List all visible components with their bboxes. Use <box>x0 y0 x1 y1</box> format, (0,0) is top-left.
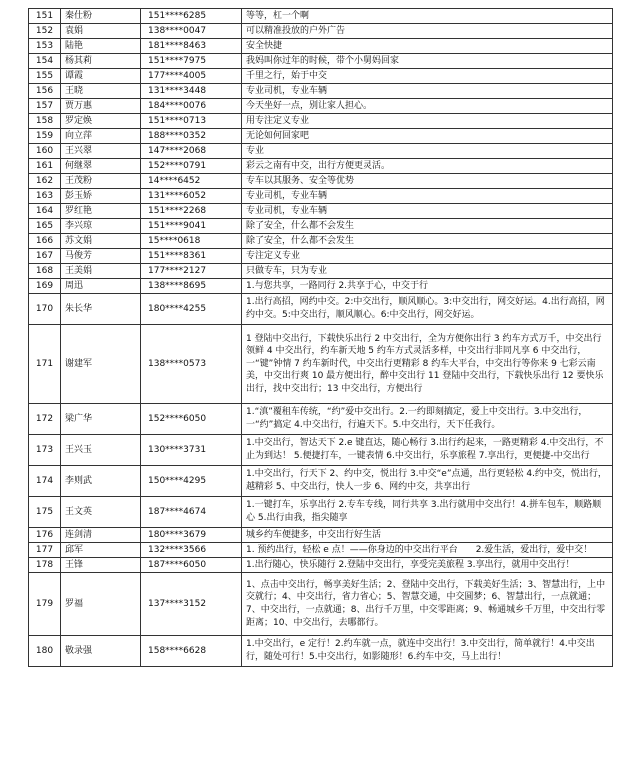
row-name: 秦仕粉 <box>61 9 141 24</box>
row-slogan: 等等，杠一个啊 <box>242 9 613 24</box>
table-row <box>29 543 613 558</box>
table-row <box>29 39 613 54</box>
table-row <box>29 528 613 543</box>
table-row <box>29 84 613 99</box>
row-name: 梁广华 <box>61 404 141 435</box>
table-row <box>29 573 613 636</box>
row-name: 王晓 <box>61 84 141 99</box>
row-phone: 15****0618 <box>141 234 242 249</box>
row-name: 彭玉娇 <box>61 189 141 204</box>
row-name: 罗红艳 <box>61 204 141 219</box>
row-slogan: 1.中交出行，e 定行！2.约车就一点，就连中交出行！3.中交出行，简单就行！4.中交出行，随处可行！5.中交出行，如影随形！6.约车中交，马上出行！ <box>242 636 613 667</box>
row-number: 168 <box>29 264 61 279</box>
row-phone: 180****3679 <box>141 528 242 543</box>
row-phone: 181****8463 <box>141 39 242 54</box>
row-number: 160 <box>29 144 61 159</box>
row-number: 165 <box>29 219 61 234</box>
table-row <box>29 264 613 279</box>
row-slogan: 1.中交出行，智达天下 2.e 键直达，随心畅行 3.出行约起来，一路更精彩 4.中交出行，不止为到达！ 5.便捷打车，一键表情 6.中交出行，乐享旅程 7.享出行，更便捷-中交出行 <box>242 435 613 466</box>
row-phone: 152****6050 <box>141 404 242 435</box>
row-name: 罗福 <box>61 573 141 636</box>
row-phone: 188****0352 <box>141 129 242 144</box>
row-number: 169 <box>29 279 61 294</box>
table-row <box>29 24 613 39</box>
row-slogan: 1、点击中交出行，畅享美好生活；2、登陆中交出行，下载美好生活；3、智慧出行，上中交就行；4、中交出行，省力省心；5、智慧交通，中交圆梦；6、智慧出行，一点就通；7、中交出行，一点就通；8、出行千万里，中交零距离；9、畅通城乡千万里，中交出行零距离；10、中交出行，去哪都行。 <box>242 573 613 636</box>
row-slogan: 今天坐好一点，别让家人担心。 <box>242 99 613 114</box>
row-phone: 14****6452 <box>141 174 242 189</box>
row-phone: 177****4005 <box>141 69 242 84</box>
row-slogan: 除了安全，什么都不会发生 <box>242 234 613 249</box>
table-row <box>29 129 613 144</box>
row-name: 苏文娟 <box>61 234 141 249</box>
row-slogan: 1.一键打车，乐享出行 2.专车专线，同行共享 3.出行就用中交出行！4.拼车包车，顺路顺心 5.出行由我，指尖随享 <box>242 497 613 528</box>
row-phone: 131****3448 <box>141 84 242 99</box>
row-slogan: 只做专车，只为专业 <box>242 264 613 279</box>
row-name: 杨其莉 <box>61 54 141 69</box>
row-slogan: 彩云之南有中交，出行方便更灵活。 <box>242 159 613 174</box>
row-slogan: 1.“滇”覆租车传统，“约”爱中交出行。2.一约即刻搞定，爱上中交出行。3.中交出行，一“约”搞定 4.中交出行，行遍天下。5.中交出行，天下任我行。 <box>242 404 613 435</box>
row-name: 王茂粉 <box>61 174 141 189</box>
row-phone: 147****2068 <box>141 144 242 159</box>
row-slogan: 专车以其服务、安全等优势 <box>242 174 613 189</box>
row-phone: 177****2127 <box>141 264 242 279</box>
row-number: 151 <box>29 9 61 24</box>
row-name: 何继翠 <box>61 159 141 174</box>
table-row <box>29 99 613 114</box>
row-name: 王文英 <box>61 497 141 528</box>
row-name: 王兴翠 <box>61 144 141 159</box>
table-row <box>29 204 613 219</box>
row-slogan: 用专注定义专业 <box>242 114 613 129</box>
row-number: 177 <box>29 543 61 558</box>
row-phone: 138****0047 <box>141 24 242 39</box>
row-phone: 138****0573 <box>141 325 242 404</box>
row-slogan: 可以精准投放的户外广告 <box>242 24 613 39</box>
row-phone: 151****0713 <box>141 114 242 129</box>
row-name: 罗定焕 <box>61 114 141 129</box>
row-name: 邱军 <box>61 543 141 558</box>
row-phone: 151****9041 <box>141 219 242 234</box>
row-number: 170 <box>29 294 61 325</box>
table-row <box>29 325 613 404</box>
row-slogan: 专业司机，专业车辆 <box>242 84 613 99</box>
row-slogan: 1.中交出行，行天下 2、约中交，悦出行 3.中交“e”点通，出行更轻松 4.约中交，悦出行，越精彩 5、中交出行，快人一步 6、网约中交，共享出行 <box>242 466 613 497</box>
row-number: 176 <box>29 528 61 543</box>
row-slogan: 专业司机，专业车辆 <box>242 189 613 204</box>
row-name: 袁娟 <box>61 24 141 39</box>
row-name: 朱长华 <box>61 294 141 325</box>
table-row <box>29 159 613 174</box>
table-row <box>29 404 613 435</box>
row-name: 马俊芳 <box>61 249 141 264</box>
row-slogan: 1. 预约出行，轻松 e 点！——你身边的中交出行平台 2.爱生活，爱出行，爱中交！ <box>242 543 613 558</box>
slogan-table <box>28 8 613 667</box>
row-number: 152 <box>29 24 61 39</box>
row-phone: 132****3566 <box>141 543 242 558</box>
row-number: 157 <box>29 99 61 114</box>
row-number: 154 <box>29 54 61 69</box>
row-number: 178 <box>29 558 61 573</box>
table-row <box>29 144 613 159</box>
document-page <box>28 8 612 667</box>
row-number: 180 <box>29 636 61 667</box>
row-name: 贾万惠 <box>61 99 141 114</box>
table-row <box>29 174 613 189</box>
table-row <box>29 189 613 204</box>
row-number: 158 <box>29 114 61 129</box>
row-phone: 151****8361 <box>141 249 242 264</box>
table-row <box>29 9 613 24</box>
table-row <box>29 497 613 528</box>
row-slogan: 我妈叫你过年的时候，带个小舅妈回家 <box>242 54 613 69</box>
row-slogan: 1 登陆中交出行，下载快乐出行 2 中交出行，全为方便你出行 3 约车方式万千，中交出行领鲜 4 中交出行，约车新天地 5 约车方式灵活多样，中交出行非同凡享 6 中交出行，一“键”钟情 7 约车新时代，中交出行更精彩 8 约车大平台，中交出行等你来 9 七彩云南美，中交出行爽 10 最方便出行，醉中交出行 11 登陆中交出行，下载快乐出行 12 要快乐出行，找中交出行；13 中交出行，方便出行 <box>242 325 613 404</box>
row-phone: 130****3731 <box>141 435 242 466</box>
table-row <box>29 636 613 667</box>
row-phone: 131****6052 <box>141 189 242 204</box>
row-number: 164 <box>29 204 61 219</box>
row-name: 李则武 <box>61 466 141 497</box>
row-phone: 187****4674 <box>141 497 242 528</box>
table-row <box>29 279 613 294</box>
row-phone: 158****6628 <box>141 636 242 667</box>
row-name: 王锋 <box>61 558 141 573</box>
row-slogan: 专注定义专业 <box>242 249 613 264</box>
row-number: 174 <box>29 466 61 497</box>
row-slogan: 城乡约车便捷多，中交出行好生活 <box>242 528 613 543</box>
row-slogan: 专业 <box>242 144 613 159</box>
row-name: 王兴玉 <box>61 435 141 466</box>
table-row <box>29 114 613 129</box>
row-number: 153 <box>29 39 61 54</box>
table-row <box>29 435 613 466</box>
row-number: 173 <box>29 435 61 466</box>
row-number: 166 <box>29 234 61 249</box>
row-phone: 150****4295 <box>141 466 242 497</box>
row-phone: 137****3152 <box>141 573 242 636</box>
table-row <box>29 69 613 84</box>
row-slogan: 千里之行，始于中交 <box>242 69 613 84</box>
row-name: 王美娟 <box>61 264 141 279</box>
row-name: 谢建军 <box>61 325 141 404</box>
row-number: 172 <box>29 404 61 435</box>
row-slogan: 1.出行随心，快乐随行 2.登陆中交出行，享受完美旅程 3.享出行，就用中交出行！ <box>242 558 613 573</box>
row-number: 161 <box>29 159 61 174</box>
row-slogan: 1.出行高招，网约中交。2:中交出行，顺风顺心。3:中交出行，网交好运。4.出行高招，网约中交。5:中交出行，顺风顺心。6:中交出行，网交好运。 <box>242 294 613 325</box>
row-phone: 187****6050 <box>141 558 242 573</box>
row-slogan: 除了安全，什么都不会发生 <box>242 219 613 234</box>
row-name: 谭霞 <box>61 69 141 84</box>
table-row <box>29 219 613 234</box>
row-number: 155 <box>29 69 61 84</box>
row-number: 175 <box>29 497 61 528</box>
row-phone: 180****4255 <box>141 294 242 325</box>
table-row <box>29 294 613 325</box>
table-row <box>29 466 613 497</box>
row-slogan: 安全快捷 <box>242 39 613 54</box>
row-number: 156 <box>29 84 61 99</box>
row-slogan: 1.与您共享，一路同行 2.共享于心，中交于行 <box>242 279 613 294</box>
row-phone: 151****6285 <box>141 9 242 24</box>
row-name: 敬录强 <box>61 636 141 667</box>
row-slogan: 无论如何回家吧 <box>242 129 613 144</box>
row-phone: 151****2268 <box>141 204 242 219</box>
table-row <box>29 558 613 573</box>
row-name: 陆艳 <box>61 39 141 54</box>
row-name: 李兴琼 <box>61 219 141 234</box>
table-row <box>29 249 613 264</box>
row-phone: 138****8695 <box>141 279 242 294</box>
row-name: 连剑清 <box>61 528 141 543</box>
row-number: 163 <box>29 189 61 204</box>
row-phone: 184****0076 <box>141 99 242 114</box>
table-row <box>29 234 613 249</box>
row-phone: 151****7975 <box>141 54 242 69</box>
row-number: 171 <box>29 325 61 404</box>
row-name: 向立萍 <box>61 129 141 144</box>
row-slogan: 专业司机，专业车辆 <box>242 204 613 219</box>
row-number: 179 <box>29 573 61 636</box>
table-body <box>29 9 613 667</box>
row-name: 周迅 <box>61 279 141 294</box>
row-phone: 152****0791 <box>141 159 242 174</box>
row-number: 167 <box>29 249 61 264</box>
row-number: 159 <box>29 129 61 144</box>
row-number: 162 <box>29 174 61 189</box>
table-row <box>29 54 613 69</box>
